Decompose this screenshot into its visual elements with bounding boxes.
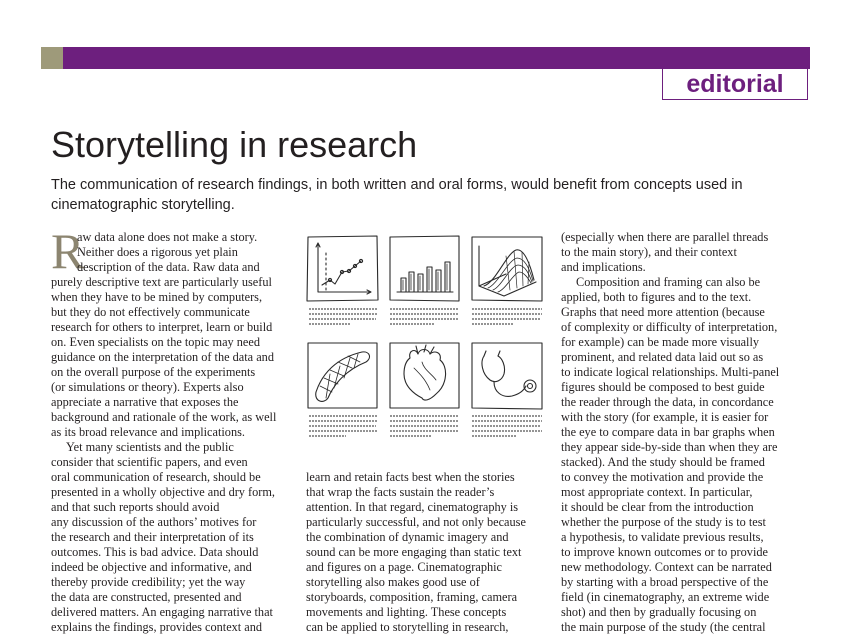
- text-line: as its broad relevance and implications.: [51, 425, 245, 439]
- standfirst: [51, 175, 791, 215]
- standfirst-line: The communication of research findings, in both written and oral forms, would benefit from concepts used in: [51, 177, 743, 193]
- text-line: movements and lighting. These concepts: [306, 605, 507, 619]
- text-line: the reader through the data, in concordance: [561, 395, 774, 409]
- column-3: [561, 230, 801, 635]
- text-line: new methodology. Context can be narrated: [561, 560, 772, 574]
- text-line: description of the data. Raw data and: [77, 260, 260, 274]
- text-line: aw data alone does not make a story.: [77, 230, 258, 244]
- text-line: Graphs that need more attention (because: [561, 305, 765, 319]
- header-band-side: [41, 47, 63, 69]
- text-line: field (in cinematography, an extreme wide: [561, 590, 770, 604]
- text-line: a hypothesis, to validate previous results,: [561, 530, 764, 544]
- text-line: research for others to interpret, learn or build: [51, 320, 273, 334]
- text-line: for example) can be made more visually: [561, 335, 760, 349]
- text-line: to the main story), and their context: [561, 245, 737, 259]
- text-line: to improve known outcomes or to provide: [561, 545, 768, 559]
- text-line: stacked). And the study should be framed: [561, 455, 765, 469]
- text-line: indeed be objective and informative, and: [51, 560, 252, 574]
- text-line: when they have to be mined by computers,: [51, 290, 263, 304]
- text-line: by starting with a broad perspective of the: [561, 575, 769, 589]
- text-line: particularly successful, and not only because: [306, 515, 526, 529]
- text-line: applied, both to figures and to the text.: [561, 290, 752, 304]
- column-1: [51, 223, 291, 635]
- text-line: storyboards, composition, framing, camera: [306, 590, 518, 604]
- section-label: editorial: [686, 70, 784, 98]
- text-line: storytelling also makes good use of: [306, 575, 480, 589]
- text-line: the combination of dynamic imagery and: [306, 530, 509, 544]
- text-line: outcomes. This is bad advice. Data should: [51, 545, 259, 559]
- section-label-box: [662, 69, 808, 100]
- text-line: shot) and then by gradually focusing on: [561, 605, 757, 619]
- article-title: Storytelling in research: [51, 124, 418, 165]
- text-line: and figures on a page. Cinematographic: [306, 560, 502, 574]
- dropcap: R: [51, 223, 85, 279]
- text-line: delivered matters. An engaging narrative that: [51, 605, 273, 619]
- text-line: purely descriptive text are particularly useful: [51, 275, 272, 289]
- text-line: the eye to compare data in bar graphs when: [561, 425, 775, 439]
- text-line: they appear side-by-side than when they are: [561, 440, 778, 454]
- text-line: (or simulations or theory). Experts also: [51, 380, 244, 394]
- text-line: prominent, and related data laid out so as: [561, 350, 764, 364]
- line-graph-panel: [307, 236, 378, 301]
- text-line: attention. In that regard, cinematography is: [306, 500, 519, 514]
- storyboard-figure: [306, 234, 546, 446]
- mesh-tube-panel: [308, 343, 377, 408]
- text-line: (especially when there are parallel threads: [561, 230, 769, 244]
- header-band: [63, 47, 810, 69]
- text-line: any discussion of the authors’ motives for: [51, 515, 257, 529]
- text-line: background and rationale of the work, as well: [51, 410, 277, 424]
- text-line: to indicate logical relationships. Multi-panel: [561, 365, 780, 379]
- text-line: learn and retain facts best when the stories: [306, 470, 515, 484]
- text-line: consider that scientific papers, and even: [51, 455, 248, 469]
- text-line: of complexity or difficulty of interpretation,: [561, 320, 778, 334]
- text-line: explains the findings, provides context and: [51, 620, 263, 634]
- text-line: oral communication of research, should be: [51, 470, 261, 484]
- text-line: whether the purpose of the study is to test: [561, 515, 766, 529]
- column-2: [306, 470, 546, 635]
- text-line: appreciate a narrative that exposes the: [51, 395, 239, 409]
- text-line: the main purpose of the study (the central: [561, 620, 766, 634]
- text-line: most appropriate context. In particular,: [561, 485, 753, 499]
- surface-plot-panel: [472, 237, 542, 301]
- text-line: the research and their interpretation of its: [51, 530, 254, 544]
- text-line: can be applied to storytelling in research,: [306, 620, 509, 634]
- bar-graph-panel: [390, 236, 459, 301]
- text-line: guidance on the interpretation of the data and: [51, 350, 274, 364]
- heart-panel: [390, 343, 459, 408]
- text-line: but they do not effectively communicate: [51, 305, 250, 319]
- text-line: presented in a wholly objective and dry form,: [51, 485, 276, 499]
- text-line: the data are constructed, presented and: [51, 590, 242, 604]
- text-line: on. Even specialists on the topic may need: [51, 335, 260, 349]
- text-line: on the overall purpose of the experiments: [51, 365, 256, 379]
- standfirst-line: cinematographic storytelling.: [51, 197, 235, 213]
- stethoscope-panel: [472, 343, 542, 409]
- text-line: figures should be composed to best guide: [561, 380, 765, 394]
- text-line: and that such reports should avoid: [51, 500, 220, 514]
- text-line: Yet many scientists and the public: [66, 440, 234, 454]
- text-line: sound can be more engaging than static text: [306, 545, 522, 559]
- text-line: thereby provide credibility; yet the way: [51, 575, 246, 589]
- text-line: with the story (for example, it is easier for: [561, 410, 769, 424]
- text-line: Neither does a rigorous yet plain: [77, 245, 238, 259]
- text-line: that wrap the facts sustain the reader’s: [306, 485, 495, 499]
- text-line: Composition and framing can also be: [576, 275, 761, 289]
- text-line: to convey the motivation and provide the: [561, 470, 764, 484]
- text-line: and implications.: [561, 260, 646, 274]
- text-line: it should be clear from the introduction: [561, 500, 754, 514]
